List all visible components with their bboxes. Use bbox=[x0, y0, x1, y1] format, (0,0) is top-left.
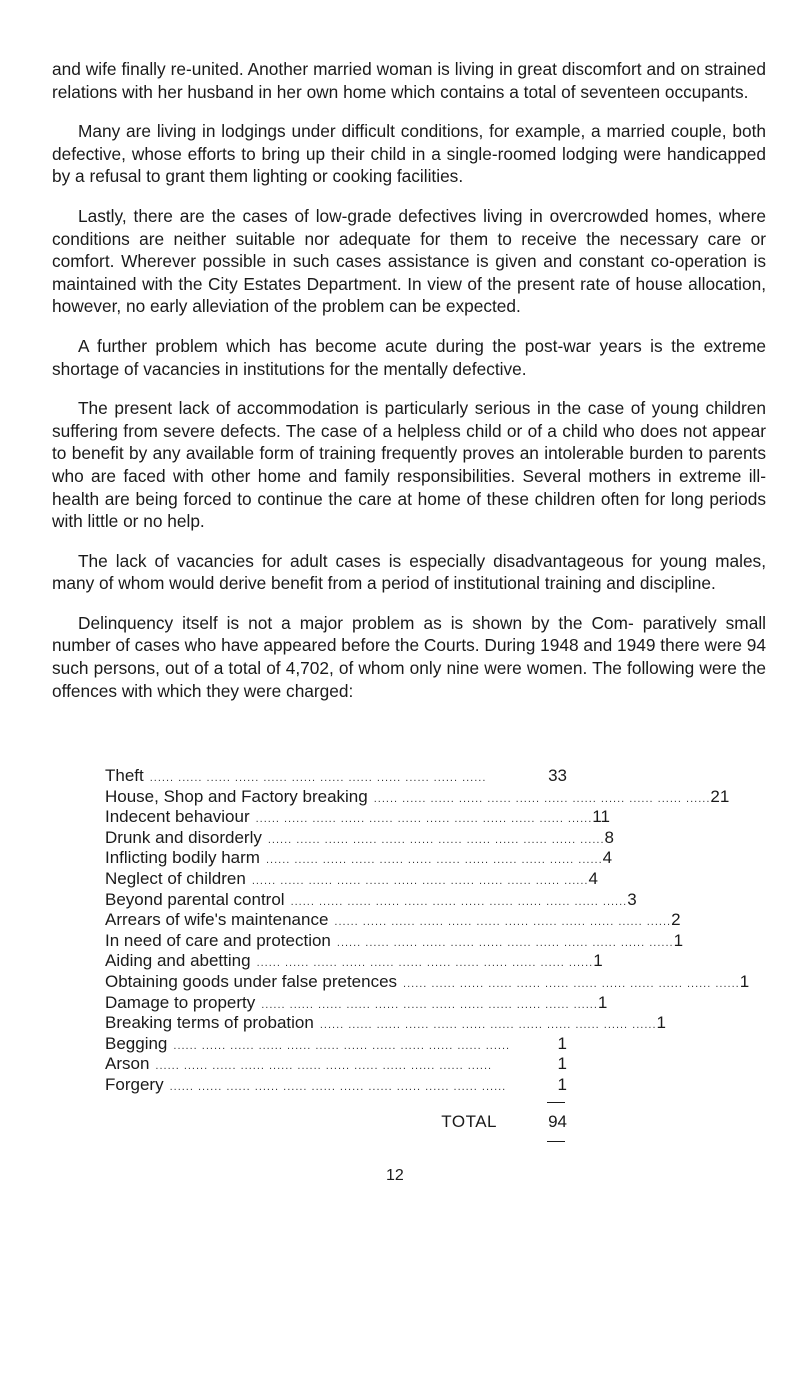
offences-table bbox=[105, 766, 750, 1096]
leader-dots: ...... ...... ...... ...... ...... ...... ...... ...... ...... ...... ...... ...... bbox=[251, 874, 589, 887]
offence-count: 1 bbox=[656, 1013, 666, 1033]
total-row bbox=[105, 1112, 567, 1132]
offence-label: Forgery bbox=[105, 1074, 164, 1094]
leader-dots: ...... ...... ...... ...... ...... ...... ...... ...... ...... ...... ...... ...... bbox=[169, 1080, 507, 1093]
offence-row bbox=[105, 930, 684, 952]
offence-row bbox=[105, 868, 598, 890]
paragraph: and wife finally re-united. Another married woman is living in great discomfort and on strained relations with her husband in her own home which contains a total of seventeen occupants. bbox=[52, 59, 766, 102]
offence-count: 11 bbox=[592, 807, 610, 827]
offence-count: 4 bbox=[588, 868, 598, 888]
total-rule-top bbox=[547, 1102, 565, 1103]
leader-dots: ...... ...... ...... ...... ...... ...... ...... ...... ...... ...... ...... ...... bbox=[290, 895, 628, 908]
offence-label: Indecent behaviour bbox=[105, 807, 250, 827]
offence-row bbox=[105, 910, 681, 931]
offence-row bbox=[105, 827, 614, 849]
offence-row bbox=[105, 951, 603, 972]
offence-count: 1 bbox=[739, 971, 750, 991]
leader-dots: ...... ...... ...... ...... ...... ...... ...... ...... ...... ...... ...... ...... bbox=[403, 977, 740, 990]
offence-row bbox=[105, 1075, 567, 1096]
leader-dots: ...... ...... ...... ...... ...... ...... ...... ...... ...... ...... ...... ...... bbox=[265, 854, 603, 867]
paragraph: Many are living in lodgings under difficult conditions, for example, a married couple, both defective, whose efforts to bring up their child in a single-roomed lodging were handicapped by a refusal to grant them lighting or cooking facilities. bbox=[52, 121, 766, 187]
leader-dots: ...... ...... ...... ...... ...... ...... ...... ...... ...... ...... ...... ...... bbox=[261, 998, 598, 1011]
offence-row bbox=[105, 1034, 567, 1055]
total-value: 94 bbox=[548, 1112, 567, 1131]
leader-dots: ...... ...... ...... ...... ...... ...... ...... ...... ...... ...... ...... ...... bbox=[149, 772, 487, 784]
leader-dots: ...... ...... ...... ...... ...... ...... ...... ...... ...... ...... ...... ...... bbox=[319, 1019, 657, 1032]
offence-label: Inflicting bodily harm bbox=[105, 848, 260, 868]
offence-row bbox=[105, 807, 610, 828]
offence-label: Drunk and disorderly bbox=[105, 827, 262, 847]
leader-dots: ...... ...... ...... ...... ...... ...... ...... ...... ...... ...... ...... ...... bbox=[336, 936, 674, 949]
offence-label: In need of care and protection bbox=[105, 930, 331, 950]
leader-dots: ...... ...... ...... ...... ...... ...... ...... ...... ...... ...... ...... ...... bbox=[255, 813, 593, 826]
offence-label: Arson bbox=[105, 1054, 150, 1074]
total-label: TOTAL bbox=[441, 1112, 497, 1131]
leader-dots: ...... ...... ...... ...... ...... ...... ...... ...... ...... ...... ...... ...... bbox=[256, 957, 594, 970]
offence-row bbox=[105, 848, 613, 869]
paragraph: Delinquency itself is not a major problem as is shown by the Com- paratively small number of cases who have appeared before the Courts. During 1948 and 1949 there were 94 such persons, out of a total of 4,702, of whom only nine were women. The following were the offences with which they were charged: bbox=[52, 612, 766, 701]
leader-dots: ...... ...... ...... ...... ...... ...... ...... ...... ...... ...... ...... ...... bbox=[267, 833, 605, 846]
offence-label: Theft bbox=[105, 766, 144, 785]
offence-row bbox=[105, 889, 637, 911]
offence-label: House, Shop and Factory breaking bbox=[105, 786, 368, 806]
offence-row bbox=[105, 1013, 666, 1034]
offence-count: 1 bbox=[593, 951, 603, 971]
offence-count: 4 bbox=[602, 848, 613, 868]
offence-label: Beyond parental control bbox=[105, 889, 285, 909]
paragraph: The lack of vacancies for adult cases is especially disadvantageous for young males, many of whom would derive benefit from a period of institutional training and discipline. bbox=[52, 550, 766, 594]
offence-count: 2 bbox=[671, 910, 681, 930]
offence-count: 1 bbox=[557, 1054, 567, 1074]
paragraph: The present lack of accommodation is particularly serious in the case of young children suffering from severe defects. The case of a helpless child or of a child who does not appear to benefit by any available form of training frequently proves an intolerable burden to parents who are faced with other home and family responsibilities. Several mothers in extreme ill-health are being forced to continue the care at home of these children often for long periods with little or no help. bbox=[52, 398, 766, 532]
offence-count: 21 bbox=[710, 786, 730, 806]
offence-count: 8 bbox=[604, 827, 614, 847]
page-number: 12 bbox=[386, 1167, 404, 1184]
leader-dots: ...... ...... ...... ...... ...... ...... ...... ...... ...... ...... ...... ...... bbox=[373, 792, 711, 805]
offence-label: Damage to property bbox=[105, 992, 256, 1012]
leader-dots: ...... ...... ...... ...... ...... ...... ...... ...... ...... ...... ...... ...... bbox=[155, 1060, 493, 1073]
paragraph: A further problem which has become acute during the post-war years is the extreme shortage of vacancies in institutions for the mentally defective. bbox=[52, 335, 766, 379]
paragraph: Lastly, there are the cases of low-grade defectives living in overcrowded homes, where conditions are neither suitable nor adequate for them to receive the necessary care or comfort. Wherever possible in such cases assistance is given and constant co-operation is maintained with the City Estates Department. In view of the present rate of house allocation, however, no early alleviation of the problem can be expected. bbox=[52, 205, 766, 317]
total-rule-bottom bbox=[547, 1141, 565, 1142]
offence-count: 1 bbox=[597, 992, 608, 1012]
offence-label: Obtaining goods under false pretences bbox=[105, 971, 398, 991]
offence-row bbox=[105, 786, 730, 808]
offence-row bbox=[105, 1054, 567, 1075]
offence-label: Neglect of children bbox=[105, 868, 246, 888]
offence-label: Breaking terms of probation bbox=[105, 1013, 314, 1033]
offence-label: Begging bbox=[105, 1033, 168, 1053]
offence-count: 1 bbox=[673, 930, 684, 950]
offence-row bbox=[105, 971, 750, 993]
offence-count: 1 bbox=[557, 1033, 567, 1053]
offence-label: Arrears of wife's maintenance bbox=[105, 910, 329, 930]
offence-count: 1 bbox=[557, 1074, 567, 1094]
offence-row bbox=[105, 766, 567, 787]
offence-row bbox=[105, 992, 608, 1014]
document-body bbox=[52, 58, 766, 719]
offence-count: 3 bbox=[627, 889, 637, 909]
leader-dots: ...... ...... ...... ...... ...... ...... ...... ...... ...... ...... ...... ...... bbox=[173, 1039, 511, 1052]
offence-label: Aiding and abetting bbox=[105, 951, 251, 971]
leader-dots: ...... ...... ...... ...... ...... ...... ...... ...... ...... ...... ...... ...... bbox=[334, 916, 672, 929]
offence-count: 33 bbox=[548, 766, 567, 785]
